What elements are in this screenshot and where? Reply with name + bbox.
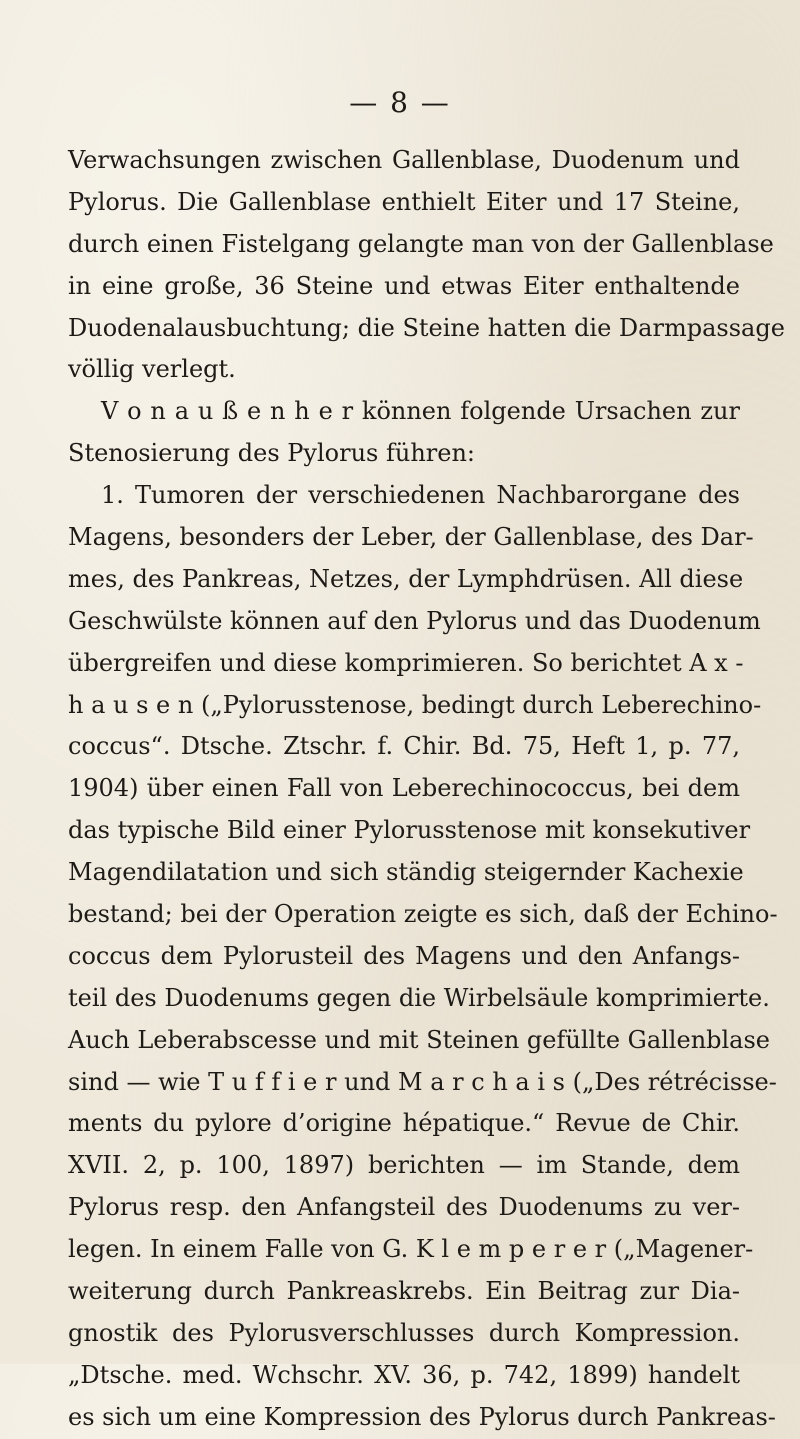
text-line: coccus“. Dtsche. Ztschr. f. Chir. Bd. 75, Heft 1, p. 77, bbox=[68, 732, 740, 761]
text-line: Verwachsungen zwischen Gallenblase, Duodenum und bbox=[68, 146, 740, 174]
text-line: das typische Bild einer Pylorusstenose mit konsekutiver bbox=[68, 816, 751, 845]
text-line: es sich um eine Kompression des Pylorus durch Pankreas- bbox=[68, 1402, 776, 1431]
text-line: V o n a u ß e n h e r können folgende Ursachen zur bbox=[101, 397, 740, 426]
text-line: übergreifen und diese komprimieren. So berichtet A x - bbox=[68, 648, 744, 677]
text-line: weiterung durch Pankreaskrebs. Ein Beitrag zur Dia- bbox=[68, 1277, 740, 1306]
text-line: sind — wie T u f f i e r und M a r c h a i s („Des rétrécisse- bbox=[68, 1067, 777, 1096]
text-line: bestand; bei der Operation zeigte es sich, daß der Echino- bbox=[68, 900, 778, 929]
text-line: mes, des Pankreas, Netzes, der Lymphdrüsen. All diese bbox=[68, 564, 744, 593]
text-line: Duodenalausbuchtung; die Steine hatten die Darmpassage bbox=[68, 313, 785, 342]
text-line: h a u s e n („Pylorusstenose, bedingt durch Leberechino- bbox=[68, 690, 762, 719]
text-line: Pylorus. Die Gallenblase enthielt Eiter und 17 Steine, bbox=[68, 187, 740, 216]
text-line: Auch Leberabscesse und mit Steinen gefüllte Gallenblase bbox=[68, 1025, 771, 1054]
text-line: Magens, besonders der Leber, der Gallenblase, des Dar- bbox=[68, 523, 754, 552]
text-line: 1. Tumoren der verschiedenen Nachbarorgane des bbox=[101, 481, 740, 510]
text-line: gnostik des Pylorusverschlusses durch Kompression. bbox=[68, 1318, 740, 1347]
text-line: 1904) über einen Fall von Leberechinococcus, bei dem bbox=[68, 774, 740, 803]
text-line: Stenosierung des Pylorus führen: bbox=[68, 439, 476, 468]
text-line: Pylorus resp. den Anfangsteil des Duodenums zu ver- bbox=[68, 1193, 740, 1222]
text-line: legen. In einem Falle von G. K l e m p e r e r („Magener- bbox=[68, 1235, 754, 1264]
text-line: in eine große, 36 Steine und etwas Eiter enthaltende bbox=[68, 271, 740, 300]
text-line: durch einen Fistelgang gelangte man von der Gallenblase bbox=[68, 229, 774, 258]
text-line: Magendilatation und sich ständig steigernder Kachexie bbox=[68, 858, 744, 887]
text-line: XVII. 2, p. 100, 1897) berichten — im Stande, dem bbox=[68, 1151, 740, 1180]
text-line: ments du pylore d’origine hépatique.“ Revue de Chir. bbox=[68, 1109, 740, 1138]
text-line: „Dtsche. med. Wchschr. XV. 36, p. 742, 1899) handelt bbox=[68, 1360, 740, 1389]
text-line: teil des Duodenums gegen die Wirbelsäule komprimierte. bbox=[68, 983, 770, 1012]
text-line: völlig verlegt. bbox=[68, 355, 236, 384]
text-line: Geschwülste können auf den Pylorus und das Duodenum bbox=[68, 606, 761, 635]
text-line: coccus dem Pylorusteil des Magens und den Anfangs- bbox=[68, 941, 740, 970]
page-number: — 8 — bbox=[349, 86, 451, 119]
body-text bbox=[68, 140, 785, 1439]
